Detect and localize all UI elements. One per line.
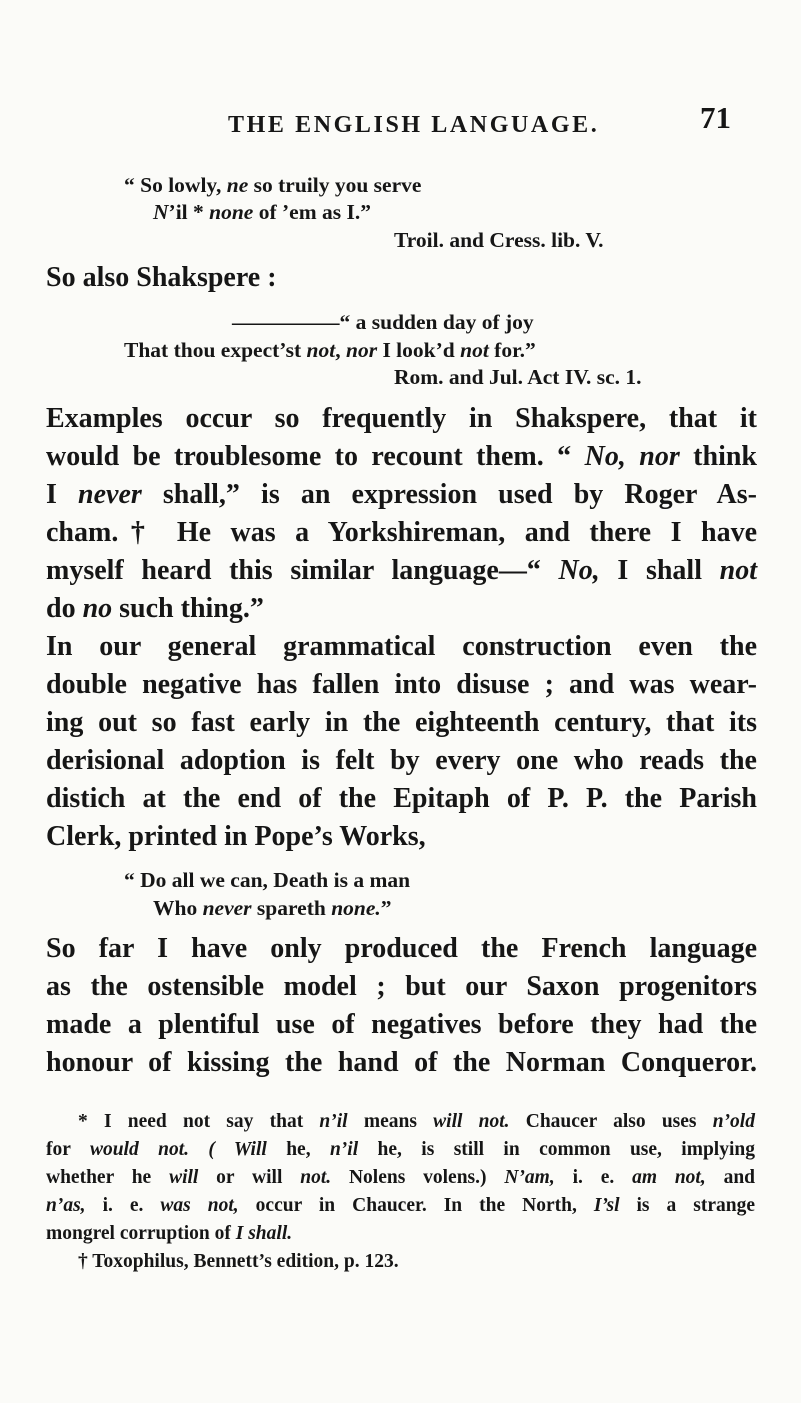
- page-number: 71: [700, 100, 731, 135]
- quote3-line1: “ Do all we can, Death is a man: [124, 868, 411, 892]
- para1-line4: cham.† He was a Yorkshireman, and there I have: [46, 517, 757, 548]
- quote2-line2: That thou expect’st not, nor I look’d not for.”: [124, 338, 536, 362]
- para2-line3: ing out so fast early in the eighteenth century, that its: [46, 707, 757, 738]
- para3-line3: made a plentiful use of negatives before they had the: [46, 1009, 757, 1040]
- para3-line1: So far I have only produced the French language: [46, 933, 757, 964]
- quote2-source: Rom. and Jul. Act IV. sc. 1.: [394, 365, 642, 389]
- quote1-line1: “ So lowly, ne so truily you serve: [124, 173, 422, 197]
- para1-line6: do no such thing.”: [46, 593, 264, 624]
- para2-line6: Clerk, printed in Pope’s Works,: [46, 821, 426, 852]
- para1-line1: Examples occur so frequently in Shakspere, that it: [46, 403, 757, 434]
- quote1-source: Troil. and Cress. lib. V.: [394, 228, 604, 252]
- footnote-star-line2: for would not. ( Will he, n’il he, is still in common use, implying: [46, 1139, 755, 1160]
- para1-line2: would be troublesome to recount them. “ No, nor think: [46, 441, 757, 472]
- quote2-line1: —————“ a sudden day of joy: [232, 310, 534, 334]
- para1-line3: I never shall,” is an expression used by Roger As-: [46, 479, 757, 510]
- quote3-line2: Who never spareth none.”: [153, 896, 392, 920]
- footnote-dagger: † Toxophilus, Bennett’s edition, p. 123.: [78, 1251, 399, 1272]
- intro-shakspere: So also Shakspere :: [46, 262, 277, 293]
- para1-line5: myself heard this similar language—“ No, I shall not: [46, 555, 757, 586]
- footnote-star-line1: * I need not say that n’il means will not. Chaucer also uses n’old: [78, 1111, 755, 1132]
- para2-line2: double negative has fallen into disuse ; and was wear-: [46, 669, 757, 700]
- para2-line5: distich at the end of the Epitaph of P. P. the Parish: [46, 783, 757, 814]
- quote1-line2: N’il * none of ’em as I.”: [153, 200, 371, 224]
- para2-line1: In our general grammatical construction even the: [46, 631, 757, 662]
- footnote-star-line5: mongrel corruption of I shall.: [46, 1223, 293, 1244]
- footnote-star-line3: whether he will or will not. Nolens volens.) N’am, i. e. am not, and: [46, 1167, 756, 1188]
- para3-line4: honour of kissing the hand of the Norman Conqueror.: [46, 1047, 757, 1078]
- running-header: THE ENGLISH LANGUAGE.: [228, 112, 600, 138]
- para3-line2: as the ostensible model ; but our Saxon progenitors: [46, 971, 757, 1002]
- para2-line4: derisional adoption is felt by every one who reads the: [46, 745, 757, 776]
- footnote-star-line4: n’as, i. e. was not, occur in Chaucer. In the North, I’sl is a strange: [46, 1195, 756, 1216]
